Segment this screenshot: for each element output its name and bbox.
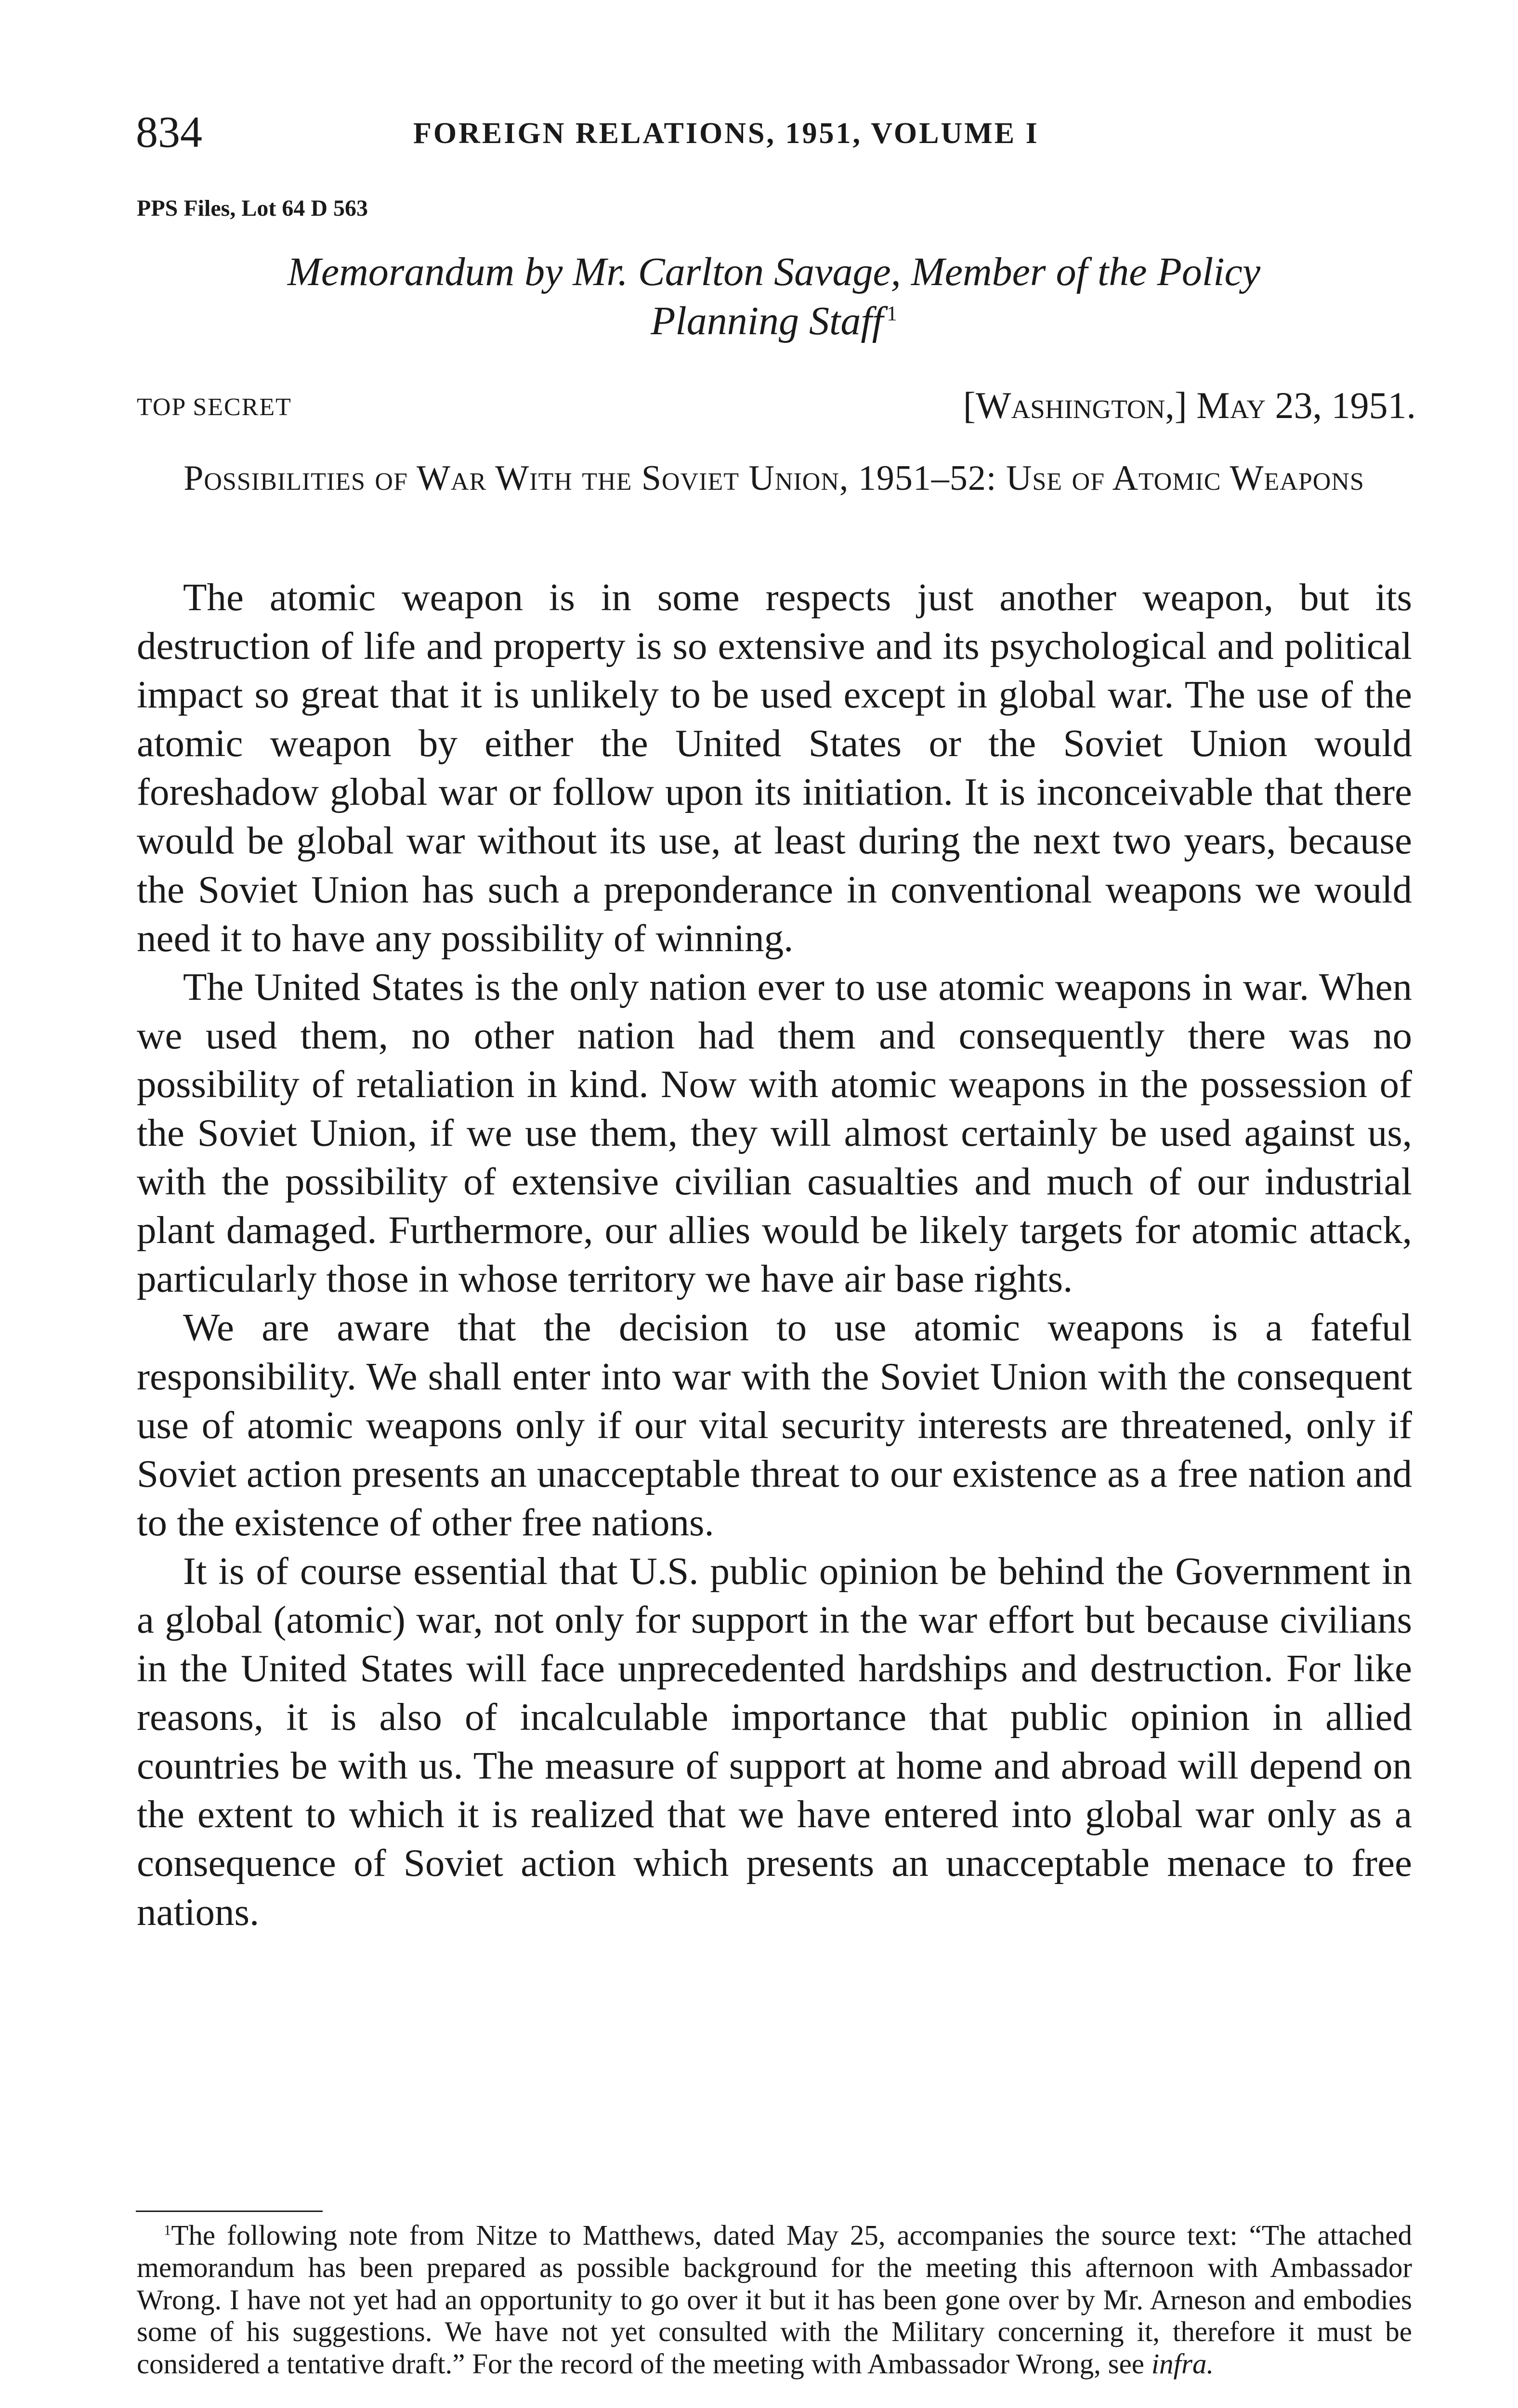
page-number: 834 bbox=[136, 107, 202, 157]
body-paragraph-2: The United States is the only nation ever to use atomic weapons in war. When we used them, no other nation had them and consequently there was no possibility of retaliation in kind. Now with atomic weapons in the possession of the Soviet Union, if we use them, they will almost certainly be used against us, with the possibility of extensive civilian casualties and much of our industrial plant damaged. Furthermore, our allies would be likely targets for atomic attack, particularly those in whose territory we have air base rights. bbox=[137, 965, 1412, 1301]
memo-title-line-2-text: Planning Staff bbox=[651, 299, 884, 343]
body-paragraph-1: The atomic weapon is in some respects just another weapon, but its destruction of life and property is so extensive and its psychological and political impact so great that it is unlikely to be used except in global war. The use of the atomic weapon by either the United States or the Soviet Union would foreshadow global war or follow upon its initiation. It is inconceivable that there would be global war without its use, at least during the next two years, because the Soviet Union has such a preponderance in conventional weapons we would need it to have any possibility of winning. bbox=[137, 576, 1412, 960]
running-title: FOREIGN RELATIONS, 1951, VOLUME I bbox=[413, 117, 1039, 150]
footnote-marker: 1 bbox=[164, 2222, 171, 2238]
footnote-divider bbox=[136, 2211, 323, 2212]
memo-title-line-1: Memorandum by Mr. Carlton Savage, Member of the Policy bbox=[287, 249, 1261, 294]
memo-title bbox=[136, 248, 1412, 346]
memo-title-line-2 bbox=[136, 297, 1412, 346]
footnote-text: The following note from Nitze to Matthews, dated May 25, accompanies the source text: “The attached memorandum has been prepared as possible background for the meeting this afternoon with Ambassador Wrong. I have not yet had an opportunity to go over it but it has been gone over by Mr. Arneson and embodies some of his suggestions. We have not yet consulted with the Military concerning it, therefore it must be considered a tentative draft.” For the record of the meeting with Ambassador Wrong, see bbox=[137, 2219, 1412, 2380]
dateline: [Washington,] May 23, 1951. bbox=[963, 384, 1416, 426]
file-reference: PPS Files, Lot 64 D 563 bbox=[137, 196, 368, 221]
classification-label: TOP SECRET bbox=[137, 393, 292, 421]
footnote bbox=[137, 2219, 1412, 2380]
memo-body bbox=[137, 573, 1412, 1937]
footnote-reference: infra. bbox=[1151, 2348, 1214, 2380]
body-paragraph-3: We are aware that the decision to use atomic weapons is a fateful responsibility. We shall enter into war with the Soviet Union with the consequent use of atomic weapons only if our vital security interests are threatened, only if Soviet action presents an unacceptable threat to our existence as a free nation and to the existence of other free nations. bbox=[137, 1306, 1412, 1544]
subject-heading: Possibilities of War With the Soviet Union, 1951–52: Use of Atomic Weapons bbox=[183, 458, 1364, 498]
running-head bbox=[136, 103, 1412, 161]
body-paragraph-4: It is of course essential that U.S. public opinion be behind the Government in a global (atomic) war, not only for support in the war effort but because civilians in the United States will face unprecedented hardships and destruction. For like reasons, it is also of incalculable importance that public opinion in allied countries be with us. The measure of support at home and abroad will depend on the extent to which it is realized that we have entered into global war only as a consequence of Soviet action which presents an unacceptable menace to free nations. bbox=[137, 1549, 1412, 1934]
footnote-reference-marker: 1 bbox=[887, 302, 897, 325]
